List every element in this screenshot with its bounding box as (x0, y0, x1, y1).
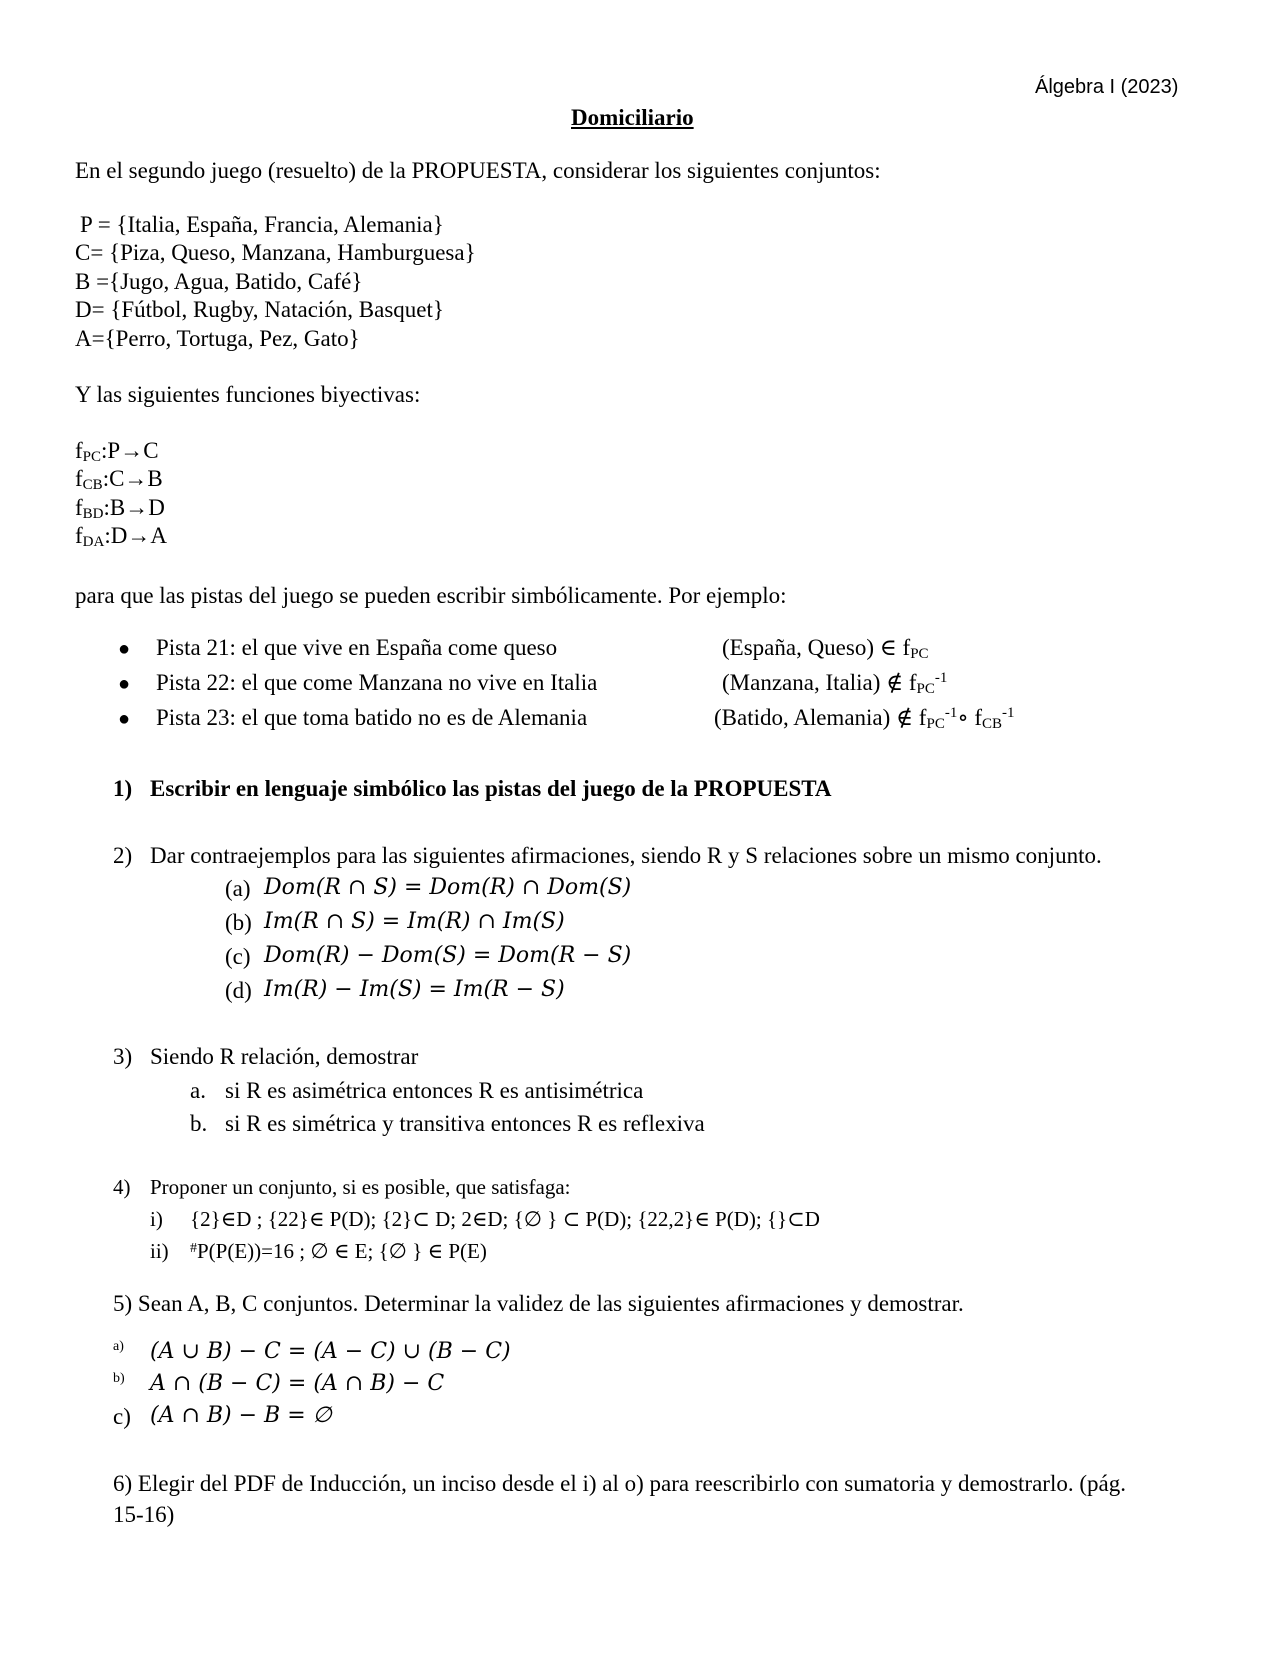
clue-21-text: Pista 21: el que vive en España come queso (156, 635, 558, 660)
bullet-icon: ● (118, 673, 131, 695)
q5-item-a-label: a) (113, 1339, 124, 1354)
set-d: D= {Fútbol, Rugby, Natación, Basquet} (75, 297, 444, 322)
q2-item-a-label: (a) (225, 876, 251, 901)
q3-item-a-label: a. (190, 1078, 206, 1103)
example-intro: para que las pistas del juego se pueden escribir simbólicamente. Por ejemplo: (75, 583, 787, 608)
q2-item-d-label: (d) (225, 978, 252, 1003)
function-da: $f_{DA}:D\to A$ (75, 523, 167, 550)
clue-23-symbolic: (Batido, Alemania) ∉ $f_{PC}^{-1}\circ$ $f_{CB}^{-1}$ (714, 705, 1015, 732)
function-pc: $f_{PC}:P\to C$ (75, 438, 159, 465)
set-p: P = {Italia, España, Francia, Alemania} (80, 212, 444, 237)
q2-item-c-expr: Dom(R) − Dom(S) = Dom(R − S) (264, 943, 632, 968)
question-3-number: 3) (113, 1044, 133, 1069)
question-5-text: 5) Sean A, B, C conjuntos. Determinar la validez de las siguientes afirmaciones y demostrar. (113, 1291, 964, 1316)
function-cb: $f_{CB}:C\to B$ (75, 466, 163, 493)
question-1-text: Escribir en lenguaje simbólico las pistas del juego de la PROPUESTA (150, 776, 832, 801)
q2-item-b-expr: Im(R ∩ S) = Im(R) ∩ Im(S) (264, 909, 565, 934)
functions-intro: Y las siguientes funciones biyectivas: (75, 382, 421, 407)
q5-item-b-label: b) (113, 1371, 125, 1386)
question-2-text: Dar contraejemplos para las siguientes afirmaciones, siendo R y S relaciones sobre un mismo conjunto. (150, 843, 1102, 868)
page-title: Domiciliario (571, 105, 694, 130)
question-4-number: 4) (113, 1175, 131, 1199)
q2-item-a-expr: Dom(R ∩ S) = Dom(R) ∩ Dom(S) (264, 875, 632, 900)
bullet-icon: ● (118, 638, 131, 660)
set-b: B ={Jugo, Agua, Batido, Café} (75, 269, 363, 294)
q5-item-c-label: c) (113, 1404, 131, 1429)
q5-item-a-expr: (A ∪ B) − C = (A − C) ∪ (B − C) (150, 1339, 511, 1364)
q3-item-b-text: si R es simétrica y transitiva entonces R es reflexiva (225, 1111, 705, 1136)
q5-item-c-expr: (A ∩ B) − B = ∅ (150, 1403, 332, 1428)
course-header: Álgebra I (2023) (1035, 76, 1179, 98)
q2-item-d-expr: Im(R) − Im(S) = Im(R − S) (264, 977, 565, 1002)
clue-21-symbolic: (España, Queso) ∈ $f_{PC}$ (722, 635, 929, 662)
set-a: A={Perro, Tortuga, Pez, Gato} (75, 326, 360, 351)
question-6-line-2: 15-16) (113, 1502, 175, 1527)
q5-item-b-expr: A ∩ (B − C) = (A ∩ B) − C (150, 1371, 445, 1396)
question-4-text: Proponer un conjunto, si es posible, que satisfaga: (150, 1175, 571, 1199)
q4-item-ii-label: ii) (150, 1239, 169, 1263)
clue-22-text: Pista 22: el que come Manzana no vive en Italia (156, 670, 598, 695)
q3-item-a-text: si R es asimétrica entonces R es antisimétrica (225, 1078, 644, 1103)
q4-item-ii-text: #P(P(E))=16 ; ∅ ∈ E; {∅ } ∈ P(E) (190, 1239, 487, 1263)
set-c: C= {Piza, Queso, Manzana, Hamburguesa} (75, 240, 476, 265)
function-bd: $f_{BD}:B\to D$ (75, 495, 165, 522)
q4-item-i-text: {2}∈D ; {22}∈ P(D); {2}⊂ D; 2∈D; {∅ } ⊂ P(D); {22,2}∈ P(D); {}⊂D (190, 1207, 820, 1231)
q3-item-b-label: b. (190, 1111, 208, 1136)
question-6-line-1: 6) Elegir del PDF de Inducción, un inciso desde el i) al o) para reescribirlo con sumatoria y demostrarlo. (pág. (113, 1471, 1126, 1496)
q2-item-b-label: (b) (225, 910, 252, 935)
question-3-text: Siendo R relación, demostrar (150, 1044, 419, 1069)
clue-23-text: Pista 23: el que toma batido no es de Alemania (156, 705, 588, 730)
q2-item-c-label: (c) (225, 944, 251, 969)
bullet-icon: ● (118, 708, 131, 730)
q4-item-i-label: i) (150, 1207, 163, 1231)
clue-22-symbolic: (Manzana, Italia) ∉ $f_{PC}^{-1}$ (722, 670, 948, 697)
question-2-number: 2) (113, 843, 133, 868)
question-1-number: 1) (113, 776, 133, 801)
intro-paragraph: En el segundo juego (resuelto) de la PROPUESTA, considerar los siguientes conjuntos: (75, 158, 881, 183)
